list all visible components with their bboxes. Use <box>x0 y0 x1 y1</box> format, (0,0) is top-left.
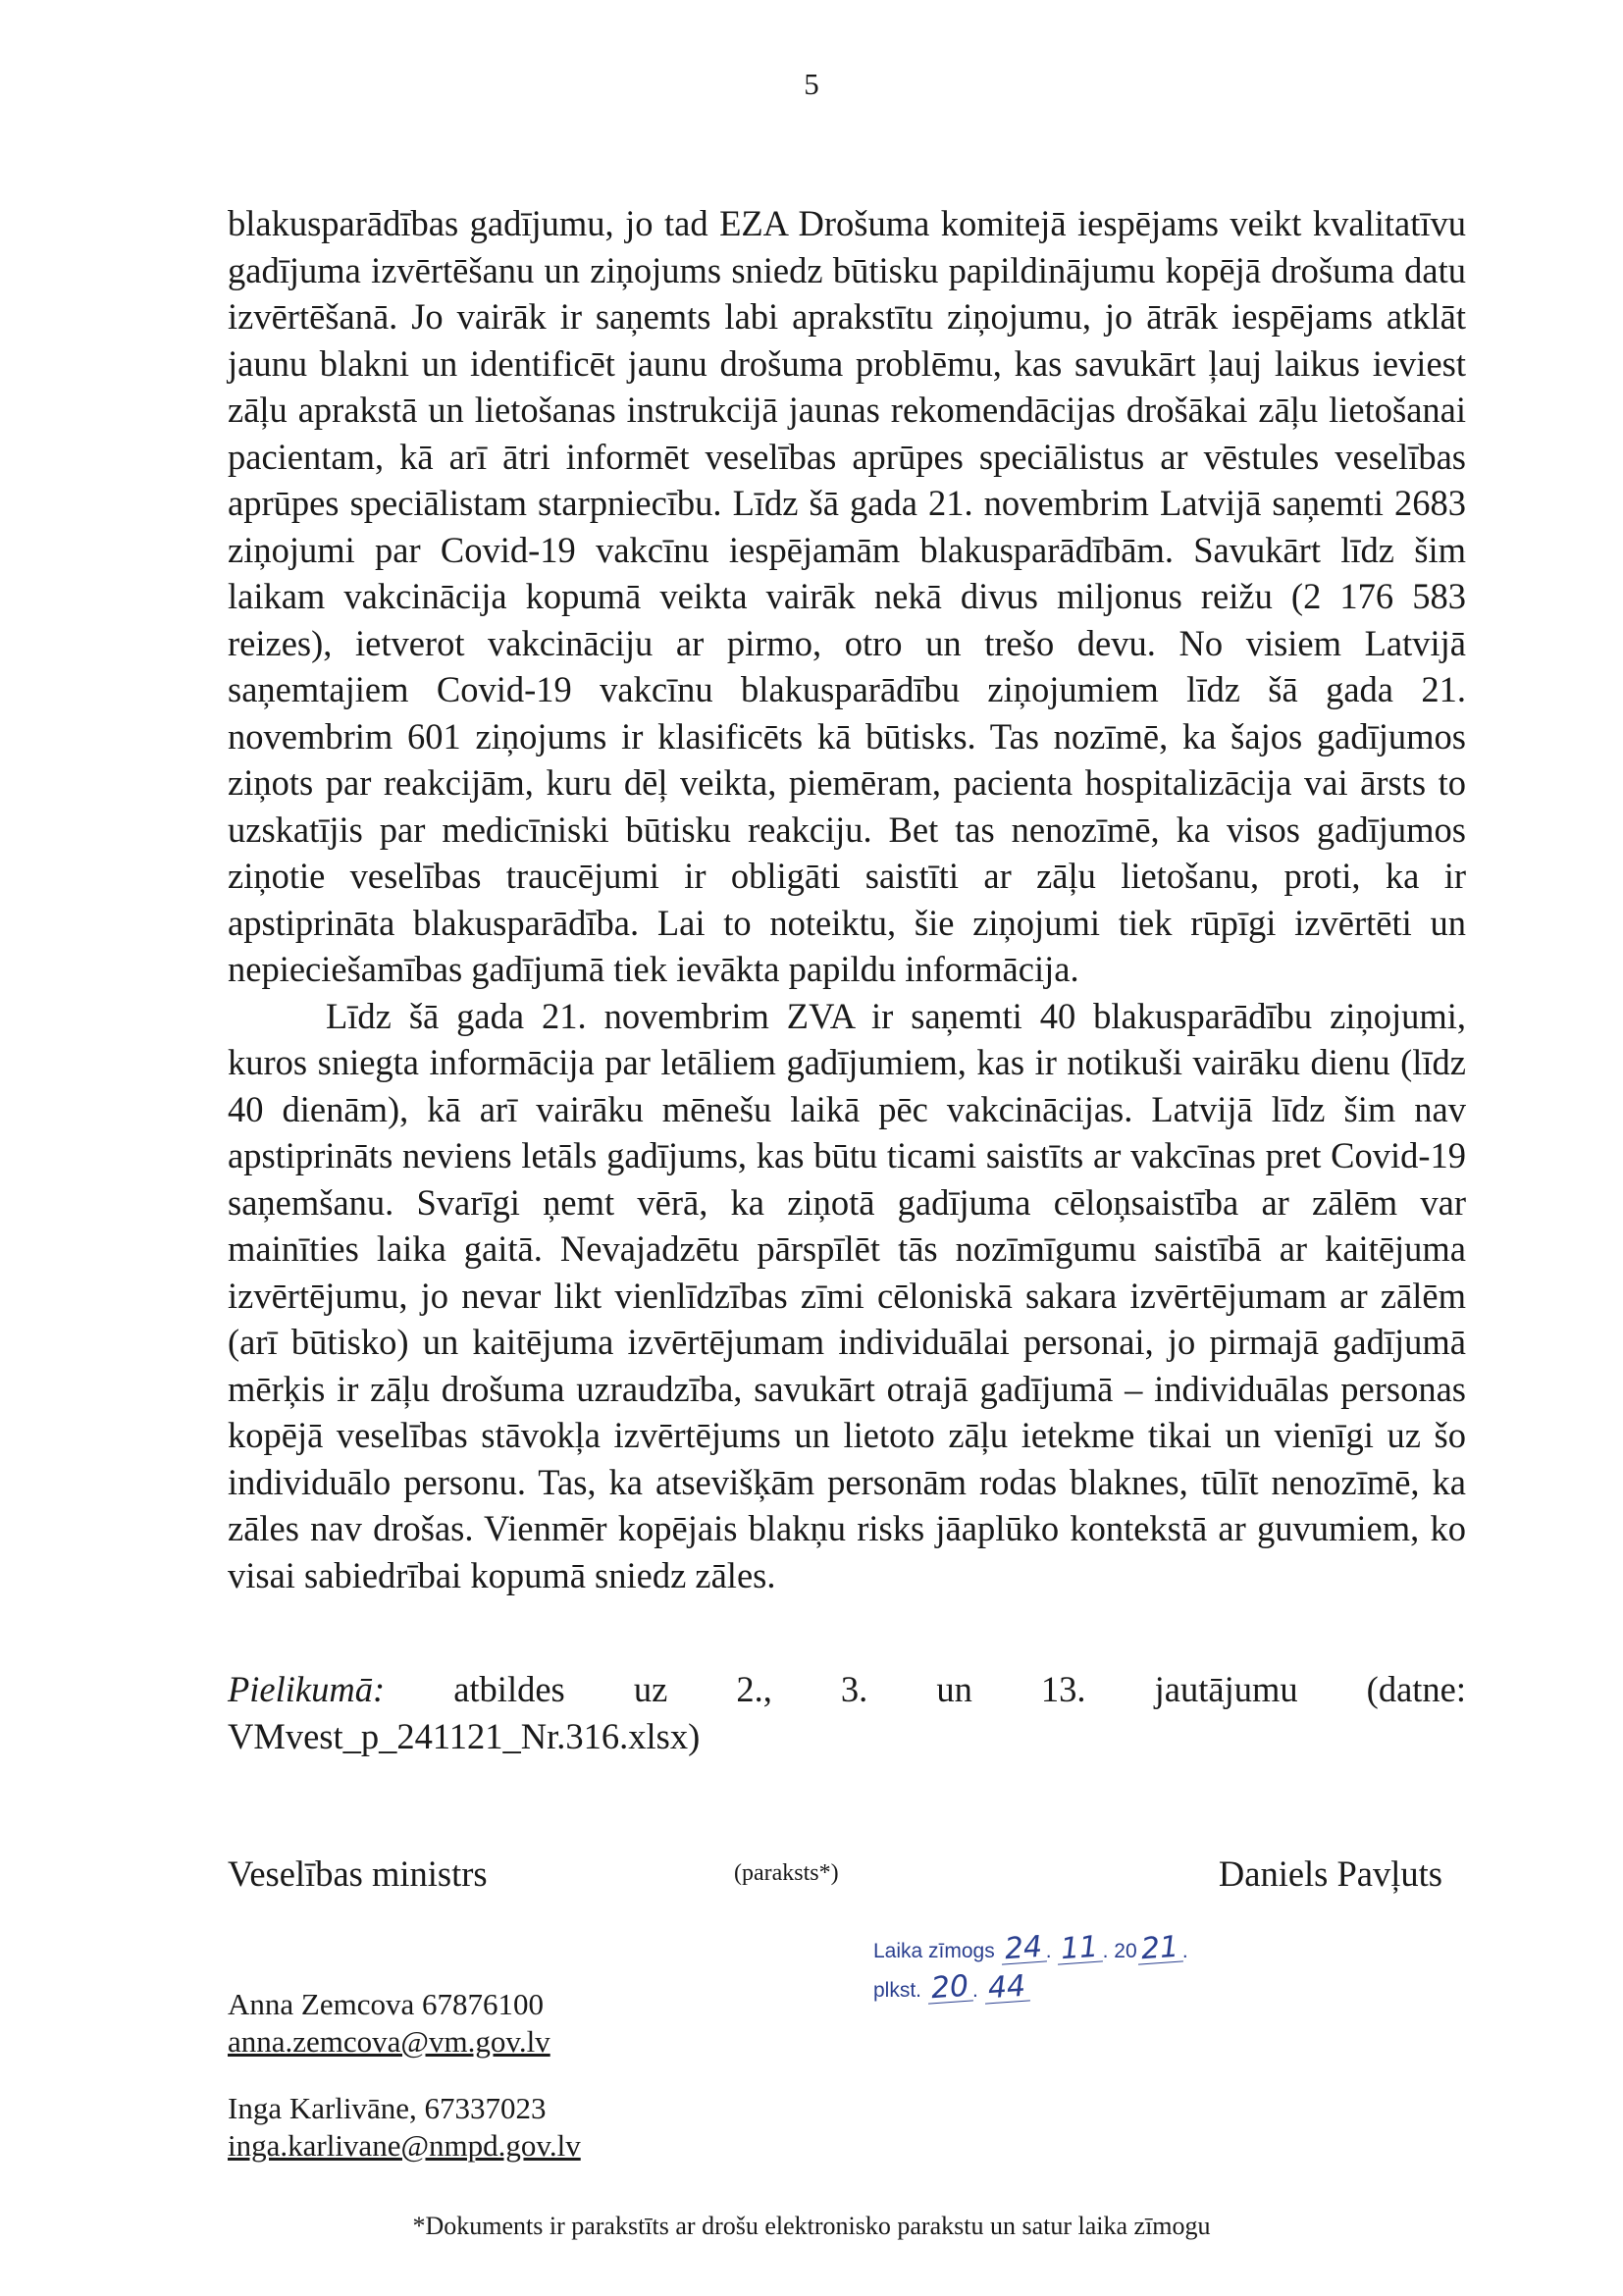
contact-email-link[interactable]: anna.zemcova@vm.gov.lv <box>228 2024 550 2059</box>
letter-body <box>228 200 1466 1598</box>
contact-block <box>228 2090 581 2165</box>
stamp-date-label: Laika zīmogs <box>873 1940 995 1962</box>
stamp-month: 11 <box>1056 1933 1103 1964</box>
footnote: *Dokuments ir parakstīts ar drošu elektronisko parakstu un satur laika zīmogu <box>412 2212 1211 2240</box>
stamp-date-row: Laika zīmogs 24 . 11 . 2021 . <box>873 1929 1188 1967</box>
contact-name-phone: Anna Zemcova 67876100 <box>228 1987 544 2021</box>
stamp-year-prefix: 20 <box>1114 1940 1137 1962</box>
body-paragraph: Līdz šā gada 21. novembrim ZVA ir saņemti 40 blakusparādību ziņojumi, kuros sniegta informācija par letāliem gadījumiem, kas ir notikuši vairāku dienu (līdz 40 dienām), kā arī vairāku mēnešu laikā pēc vakcinācijas. Latvijā līdz šim nav apstiprināts neviens letāls gadījums, kas būtu ticami saistīts ar vakcīnas pret Covid-19 saņemšanu. Svarīgi ņemt vērā, ka ziņotā gadījuma cēloņsaistība ar zālēm var mainīties laika gaitā. Nevajadzētu pārspīlēt tās nozīmīgumu saistībā ar kaitējuma izvērtējumu, jo nevar likt vienlīdzības zīmi cēloniskā sakara izvērtējumam ar zālēm (arī būtisko) un kaitējuma izvērtējumam individuālai personai, jo pirmajā gadījumā mērķis ir zāļu drošuma uzraudzība, savukārt otrajā gadījumā – individuālas personas kopējā veselības stāvokļa izvērtējums un lietoto zāļu ietekme tikai un vienīgi uz šo individuālo personu. Tas, ka atsevišķām personām rodas blaknes, tūlīt nenozīmē, ka zāles nav drošas. Vienmēr kopējais blakņu risks jāaplūko kontekstā ar guvumiem, ko visai sabiedrībai kopumā sniedz zāles. <box>228 995 1466 1595</box>
attachment-text: atbildes uz 2., 3. un 13. jautājumu (datne: VMvest_p_241121_Nr.316.xlsx) <box>228 1669 1467 1756</box>
contact-block <box>228 1986 550 2061</box>
stamp-year-suffix: 21 <box>1136 1933 1183 1964</box>
stamp-minute: 44 <box>983 1972 1030 2004</box>
contact-name-phone: Inga Karlivāne, 67337023 <box>228 2091 547 2125</box>
body-paragraph: blakusparādības gadījumu, jo tad EZA Drošuma komitejā iespējams veikt kvalitatīvu gadījuma izvērtēšanu un ziņojums sniedz būtisku papildinājumu kopējā drošuma datu izvērtēšanā. Jo vairāk ir saņemts labi aprakstītu ziņojumu, jo ātrāk iespējams atklāt jaunu blakni un identificēt jaunu drošuma problēmu, kas savukārt ļauj laikus ieviest zāļu aprakstā un lietošanas instrukcijā jaunas rekomendācijas drošākai zāļu lietošanai pacientam, kā arī ātri informēt veselības aprūpes speciālistus ar vēstules veselības aprūpes speciālistam starpniecību. Līdz šā gada 21. novembrim Latvijā saņemti 2683 ziņojumi par Covid-19 vakcīnu iespējamām blakusparādībām. Savukārt līdz šim laikam vakcinācija kopumā veikta vairāk nekā divus miljonus reižu (2 176 583 reizes), ietverot vakcināciju ar pirmo, otro un trešo devu. No visiem Latvijā saņemtajiem Covid-19 vakcīnu blakusparādību ziņojumiem līdz šā gada 21. novembrim 601 ziņojums ir klasificēts kā būtisks. Tas nozīmē, ka šajos gadījumos ziņots par reakcijām, kuru dēļ veikta, piemēram, pacienta hospitalizācija vai ārsts to uzskatījis par medicīniski būtisku reakciju. Bet tas nenozīmē, ka visos gadījumos ziņotie veselības traucējumi ir obligāti saistīti ar zāļu lietošanu, proti, ka ir apstiprināta blakusparādība. Lai to noteiktu, šie ziņojumi tiek rūpīgi izvērtēti un nepieciešamības gadījumā tiek ievākta papildu informācija. <box>228 203 1466 989</box>
signatory-name: Daniels Pavļuts <box>1218 1853 1442 1894</box>
signature-note: (paraksts*) <box>734 1860 839 1886</box>
stamp-time-row: plkst. 20 . 44 <box>873 1974 1029 2003</box>
time-stamp <box>873 1921 1207 2029</box>
signatory-role: Veselības ministrs <box>228 1853 488 1894</box>
stamp-day: 24 <box>1000 1933 1047 1964</box>
attachment-note <box>228 1666 1466 1760</box>
stamp-time-label: plkst. <box>873 1979 922 2002</box>
contact-email-link[interactable]: inga.karlivane@nmpd.gov.lv <box>228 2128 581 2163</box>
attachment-label: Pielikumā: <box>228 1669 386 1709</box>
page-number: 5 <box>804 67 819 101</box>
stamp-hour: 20 <box>926 1972 973 2004</box>
